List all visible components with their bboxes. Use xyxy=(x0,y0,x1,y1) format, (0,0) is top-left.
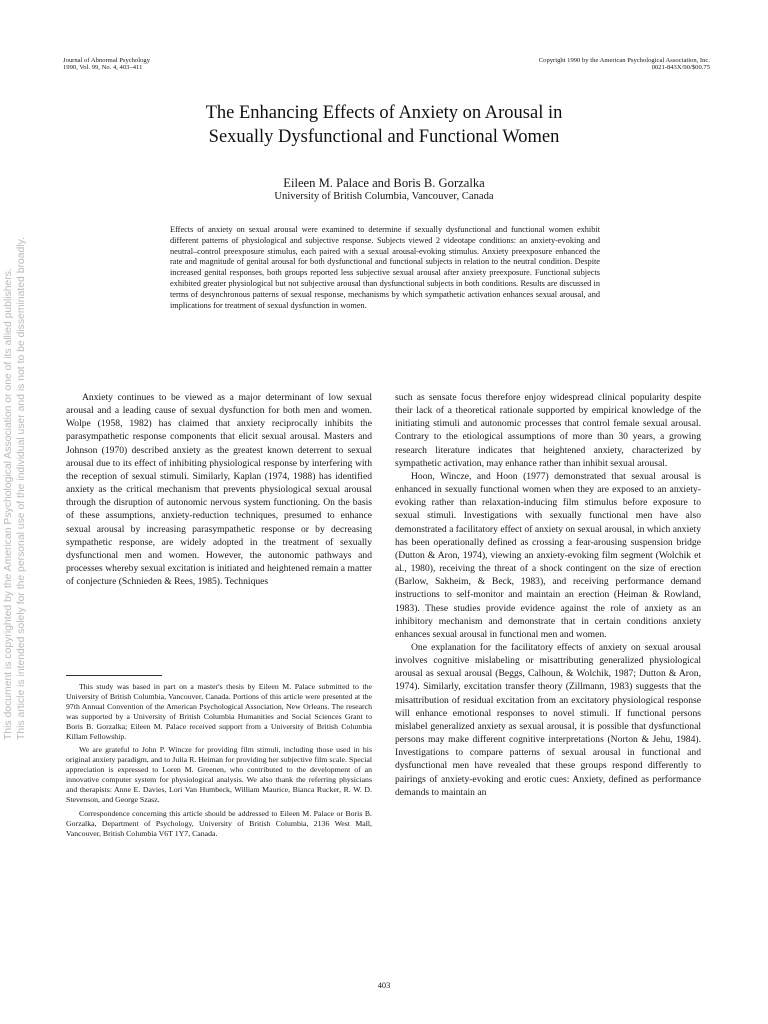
footnote-funding: This study was based in part on a master's thesis by Eileen M. Palace submitted to the University of British Columbia, Vancouver, Canada. Portions of this article were presented at the 97th Annual Convention of the American Psychological Association, New Orleans. The research was supported by a University of British Columbia Humanities and Social Sciences Grant to Boris B. Gorzalka; Eileen M. Palace received support from a University of British Columbia Killam Fellowship. xyxy=(66,682,372,741)
footnote-correspondence: Correspondence concerning this article should be addressed to Eileen M. Palace or Boris B. Gorzalka, Department of Psychology, University of British Columbia, 2136 West Mall, Vancouver, British Columbia V6T 1Y7, Canada. xyxy=(66,808,372,838)
issn-price: 0021-843X/90/$00.75 xyxy=(651,64,710,72)
article-title xyxy=(60,101,708,149)
journal-name: Journal of Abnormal Psychology xyxy=(63,57,150,64)
footnote-rule xyxy=(66,675,162,676)
page-number: 403 xyxy=(377,981,391,990)
abstract: Effects of anxiety on sexual arousal were examined to determine if sexually dysfunctional and functional women exhibit different patterns of physiological and subjective response. Subjects viewed 2 videotape conditions: an anxiety-evoking and neutral–control preexposure stimulus, each paired with a sexual arousal-evoking stimulus. Anxiety preexposure enhanced the rate and magnitude of genital arousal for both dysfunctional and functional subjects in relation to the neutral condition. Despite increased genital responses, both groups reported less subjective sexual arousal after anxiety preexposure. Functional subjects exhibited greater physiological but not subjective arousal than dysfunctional subjects in both conditions. Results are discussed in terms of desynchronous patterns of sexual response, mechanisms by which sympathetic activation enhances sexual arousal, and implications for treatment of sexual dysfunction in women. xyxy=(170,225,600,310)
copyright-notice xyxy=(539,57,710,72)
journal-volume: 1990, Vol. 99, No. 4, 403–411 xyxy=(63,64,143,72)
footnote-acknowledgments: We are grateful to John P. Wincze for providing film stimuli, including those used in his original anxiety paradigm, and to Julia R. Heiman for providing her subjective film scale. Special appreciation is expressed to Loren M. Greenen, who contributed to the development of an innovative computer system for physiological analysis. We also thank the referring physicians and therapists: Anne E. Davies, Lori Van Humbeck, William Maurice, Bianca Rucker, R. W. D. Stevenson, and George Szasz. xyxy=(66,745,372,804)
body-paragraph: such as sensate focus therefore enjoy widespread clinical popularity despite their lack of a theoretical rationale supported by empirical knowledge of the initiating stimuli and autonomic processes that control female sexual arousal. Contrary to the etiological assumptions of more than 30 years, a growing research literature indicates that heightened anxiety, characterized by sympathetic activation, may enhance rather than inhibit sexual arousal. xyxy=(395,392,701,469)
right-column xyxy=(395,391,701,799)
copyright-watermark xyxy=(2,170,64,870)
journal-citation xyxy=(63,57,150,72)
title-line-2: Sexually Dysfunctional and Functional Women xyxy=(208,127,560,147)
watermark-line-2: This article is intended solely for the personal use of the individual user and is not to be disseminated broadly. xyxy=(16,237,27,740)
author-notes xyxy=(66,682,372,843)
author-affiliation: University of British Columbia, Vancouver, Canada xyxy=(274,191,494,202)
watermark-line-1: This document is copyrighted by the American Psychological Association or one of its allied publishers. xyxy=(3,268,14,740)
body-paragraph: Anxiety continues to be viewed as a major determinant of low sexual arousal and a leading cause of sexual dysfunction for both men and women. Wolpe (1958, 1982) has claimed that anxiety reciprocally inhibits the parasympathetic response components that elicit sexual arousal. Masters and Johnson (1970) described anxiety as the greatest known deterrent to sexual arousal due to its effect of inhibiting physiological response by interfering with the reception of sexual stimuli. Similarly, Kaplan (1974, 1988) has identified anxiety as the critical mechanism that prevents physiological sexual arousal through the disruption of autonomic nervous system functioning. On the basis of these assumptions, anxiety-reduction techniques, presumed to enhance sexual arousal by increasing parasympathetic response or by decreasing sympathetic response, are widely adopted in the treatment of sexually dysfunctional men and women. However, the autonomic pathways and processes whereby sexual excitation is initiated and heightened remain a matter of conjecture (Schnieden & Rees, 1985). Techniques xyxy=(66,392,372,588)
left-column xyxy=(66,391,372,588)
copyright-line: Copyright 1990 by the American Psychological Association, Inc. xyxy=(538,57,710,64)
body-paragraph: Hoon, Wincze, and Hoon (1977) demonstrated that sexual arousal is enhanced in sexually functional women when they are exposed to an anxiety-evoking rather than relaxation-inducing film stimulus before exposure to sexual stimuli. Investigations with sexually functional men have also demonstrated a facilitatory effect of anxiety on sexual arousal, in which anxiety has been operationally defined as crossing a fear-arousing suspension bridge (Dutton & Aron, 1974), viewing an anxiety-evoking film segment (Wolchik et al., 1980), receiving the threat of a shock contingent on the size of erection (Barlow, Sakheim, & Beck, 1983), and receiving performance demand instructions to self-monitor and maintain an erection (Heiman & Rowland, 1983). These studies provide evidence against the role of anxiety as an inhibitory mechanism and demonstrate that in certain conditions anxiety enhances sexual arousal in functional men and women. xyxy=(395,470,701,640)
body-paragraph: One explanation for the facilitatory effects of anxiety on sexual arousal involves cognitive mislabeling or misattributing generalized physiological arousal as sexual arousal (Beggs, Calhoun, & Wolchik, 1987; Dutton & Aron, 1974). Similarly, excitation transfer theory (Zillmann, 1983) suggests that the misattribution of residual excitation from an excitatory physiological response will enhance emotional responses to novel stimuli. If functional persons mislabel generalized anxiety as sexual arousal, it is possible that dysfunctional persons may make different cognitive interpretations (Norton & Jehu, 1984). Investigations to compare patterns of sexual arousal in functional and dysfunctional men have revealed that these groups respond differently to pairings of anxiety-evoking and erotic cues: Anxiety, defined as performance demands to maintain an xyxy=(395,641,701,798)
title-line-1: The Enhancing Effects of Anxiety on Arousal in xyxy=(205,103,563,123)
author-names: Eileen M. Palace and Boris B. Gorzalka xyxy=(283,176,485,190)
